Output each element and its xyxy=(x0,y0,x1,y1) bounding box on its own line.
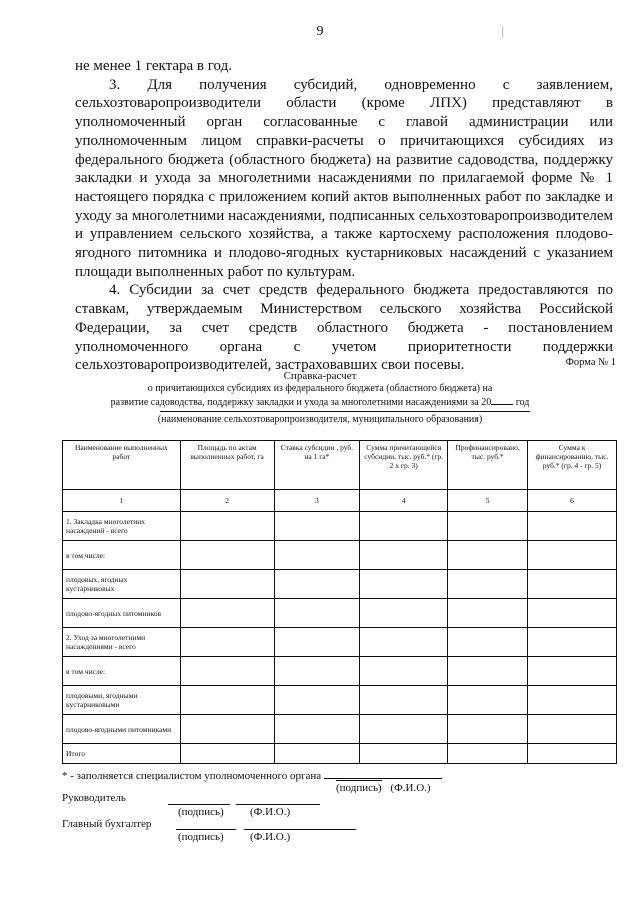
form-label: Форма № 1 xyxy=(565,357,616,368)
empty-cell xyxy=(360,744,448,764)
table-row xyxy=(63,541,617,570)
row-label: плодовыми, ягодными кустарниковыми xyxy=(63,686,181,715)
director-sign-line xyxy=(168,803,230,805)
empty-cell xyxy=(274,599,360,628)
empty-cell xyxy=(274,541,360,570)
header-financed: Профинансировано, тыс. руб.* xyxy=(448,441,528,490)
specialist-sign-line xyxy=(324,767,442,779)
empty-cell xyxy=(448,570,528,599)
empty-cell xyxy=(180,686,274,715)
empty-cell xyxy=(360,686,448,715)
form-subtitle-line-2-start: развитие садоводства, поддержку закладки и ухода за многолетними насаждениями за 20 xyxy=(110,397,492,408)
table-row xyxy=(63,570,617,599)
row-label: 2. Уход за многолетними насаждениями - всего xyxy=(63,628,181,657)
empty-cell xyxy=(180,512,274,541)
empty-cell xyxy=(180,570,274,599)
empty-cell xyxy=(180,657,274,686)
row-label: плодово-ягодных питомников xyxy=(63,599,181,628)
signature-caption: (подпись) xyxy=(336,782,382,794)
header-to-finance: Сумма к финансированию, тыс. руб.* (гр. 4 - гр. 5) xyxy=(528,441,617,490)
producer-name-line xyxy=(160,411,530,412)
row-label: плодово-ягодными питомниками xyxy=(63,715,181,744)
table-row xyxy=(63,686,617,715)
chief-accountant-label: Главный бухгалтер xyxy=(62,818,152,830)
row-label: Итого xyxy=(63,744,181,764)
empty-cell xyxy=(180,599,274,628)
accountant-name-line xyxy=(244,828,356,830)
empty-cell xyxy=(360,715,448,744)
accountant-sign-line xyxy=(176,828,236,830)
empty-cell xyxy=(528,744,617,764)
empty-cell xyxy=(448,744,528,764)
empty-cell xyxy=(360,628,448,657)
accountant-fio-caption: (Ф.И.О.) xyxy=(250,831,291,843)
header-subsidy-sum: Сумма причитающейся субсидии, тыс. руб.* (гр. 2 х гр. 3) xyxy=(360,441,448,490)
producer-name-caption: (наименование сельхозтоваропроизводителя, муниципального образования) xyxy=(157,414,483,425)
empty-cell xyxy=(180,628,274,657)
header-rate: Ставка субсидии , руб. на 1 га* xyxy=(274,441,360,490)
paragraph-4: 4. Субсидии за счет средств федерального бюджета предоставляются по ставкам, утверждаемым Министерством сельского хозяйства Российской Федерации, за счет средств областного бюджета - постановлением уполномоченного органа с учетом приоритетности поддержки сельхозтоваропроизводителей, застраховавших свои посевы. xyxy=(75,282,613,374)
page-number: 9 xyxy=(316,24,324,39)
empty-cell xyxy=(528,599,617,628)
column-number: 3 xyxy=(274,490,360,512)
form-title: Справка-расчет xyxy=(283,370,357,382)
empty-cell xyxy=(360,599,448,628)
empty-cell xyxy=(274,512,360,541)
empty-cell xyxy=(448,628,528,657)
empty-cell xyxy=(528,628,617,657)
table-row xyxy=(63,715,617,744)
empty-cell xyxy=(180,715,274,744)
form-subtitle-line-1: о причитающихся субсидиях из федерального бюджета (областного бюджета) на xyxy=(147,383,493,394)
empty-cell xyxy=(528,541,617,570)
table-row xyxy=(63,599,617,628)
empty-cell xyxy=(360,512,448,541)
empty-cell xyxy=(360,570,448,599)
empty-cell xyxy=(448,686,528,715)
empty-cell xyxy=(448,512,528,541)
body-text xyxy=(75,57,613,375)
director-signature-caption: (подпись) xyxy=(178,806,224,818)
table-row xyxy=(63,628,617,657)
director-name-line xyxy=(236,803,320,805)
empty-cell xyxy=(528,686,617,715)
column-number: 5 xyxy=(448,490,528,512)
table-row-total xyxy=(63,744,617,764)
row-label: 1. Закладка многолетних насаждений - всего xyxy=(63,512,181,541)
empty-cell xyxy=(528,657,617,686)
row-label: плодовых, ягодных кустарниковых xyxy=(63,570,181,599)
column-number: 4 xyxy=(360,490,448,512)
year-blank xyxy=(491,395,513,405)
empty-cell xyxy=(528,715,617,744)
paragraph-continuation: не менее 1 гектара в год. xyxy=(75,58,232,74)
footnote-text: * - заполняется специалистом уполномоченного органа xyxy=(62,770,322,782)
column-number-row xyxy=(63,490,617,512)
accountant-signature-caption: (подпись) xyxy=(178,831,224,843)
empty-cell xyxy=(448,599,528,628)
table-row xyxy=(63,512,617,541)
director-fio-caption: (Ф.И.О.) xyxy=(250,806,291,818)
empty-cell xyxy=(274,715,360,744)
empty-cell xyxy=(528,570,617,599)
fio-caption: (Ф.И.О.) xyxy=(390,782,431,794)
empty-cell xyxy=(274,686,360,715)
empty-cell xyxy=(448,715,528,744)
table-header-row xyxy=(63,441,617,490)
director-label: Руководитель xyxy=(62,792,126,804)
row-label: в том числе: xyxy=(63,541,181,570)
empty-cell xyxy=(448,657,528,686)
specialist-signature-captions xyxy=(336,780,437,794)
column-number: 2 xyxy=(180,490,274,512)
row-label: в том числе: xyxy=(63,657,181,686)
empty-cell xyxy=(180,744,274,764)
empty-cell xyxy=(274,657,360,686)
table-row xyxy=(63,657,617,686)
calculation-table xyxy=(62,440,617,764)
empty-cell xyxy=(448,541,528,570)
scan-mark xyxy=(502,26,503,38)
empty-cell xyxy=(274,744,360,764)
empty-cell xyxy=(274,628,360,657)
empty-cell xyxy=(528,512,617,541)
header-area: Площадь по актам выполненных работ, га xyxy=(180,441,274,490)
empty-cell xyxy=(360,657,448,686)
paragraph-3: 3. Для получения субсидий, одновременно с заявлением, сельхозтоваропроизводители области (кроме ЛПХ) представляют в уполномоченный орган согласованные с главой администрации или уполномоченным лицом справки-расчеты о причитающихся субсидиях из федерального бюджета (областного бюджета) на развитие садоводства, поддержку закладки и ухода за многолетними насаждениями по прилагаемой форме № 1 настоящего порядка с приложением копий актов выполненных работ по закладке и уходу за многолетними насаждениями, подписанных сельхозтоваропроизводителем и управлением сельского хозяйства, а также картосхему расположения плодово-ягодного питомника и плодово-ягодных кустарниковых насаждений с указанием площади выполненных работ по культурам. xyxy=(75,76,613,280)
empty-cell xyxy=(180,541,274,570)
column-number: 6 xyxy=(528,490,617,512)
column-number: 1 xyxy=(63,490,181,512)
form-subtitle-line-2 xyxy=(0,395,640,408)
empty-cell xyxy=(360,541,448,570)
header-works: Наименование выполненных работ xyxy=(63,441,181,490)
empty-cell xyxy=(274,570,360,599)
form-subtitle-line-2-end: год xyxy=(515,397,530,408)
